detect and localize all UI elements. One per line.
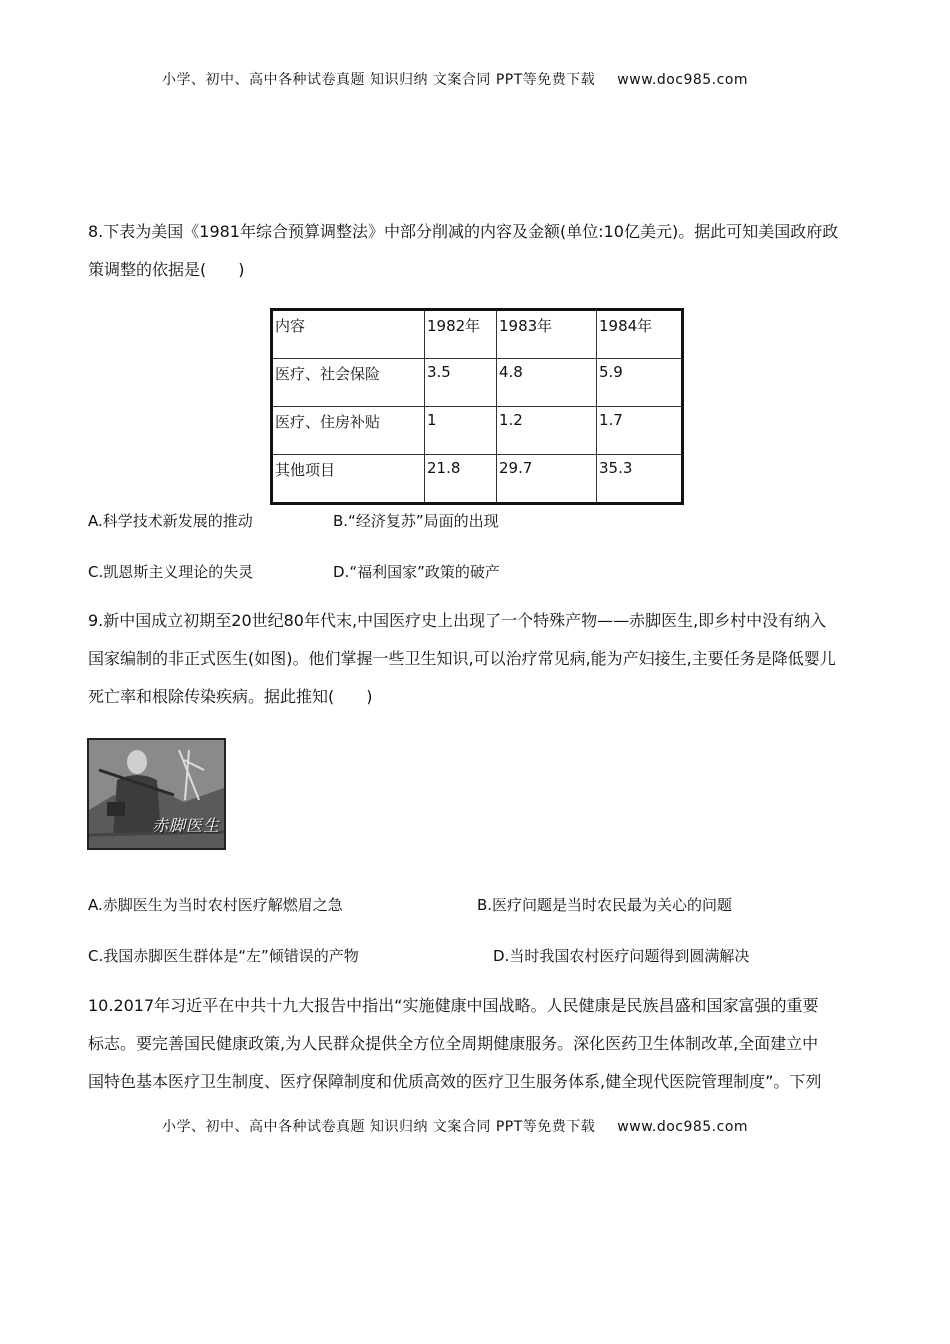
table-cell: 29.7 <box>497 455 597 504</box>
header-url[interactable]: www.doc985.com <box>617 72 749 88</box>
q9-stem-line2: 国家编制的非正式医生(如图)。他们掌握一些卫生知识,可以治疗常见病,能为产妇接生,主要任务是降低婴儿 <box>88 649 836 668</box>
table-header-cell: 1983年 <box>497 310 597 359</box>
table-cell: 医疗、住房补贴 <box>272 407 425 455</box>
table-cell: 1.7 <box>597 407 683 455</box>
table-cell: 4.8 <box>497 359 597 407</box>
table-cell: 21.8 <box>425 455 497 504</box>
q9-stem-line1: 9.新中国成立初期至20世纪80年代末,中国医疗史上出现了一个特殊产物——赤脚医生,即乡村中没有纳入 <box>88 611 827 630</box>
q8-option-a[interactable]: A.科学技术新发展的推动 <box>88 512 253 530</box>
barefoot-doctor-image <box>87 738 226 850</box>
q8-option-d[interactable]: D.“福利国家”政策的破产 <box>333 563 500 581</box>
footer-text: 小学、初中、高中各种试卷真题 知识归纳 文案合同 PPT等免费下载 <box>162 1119 596 1135</box>
q8-option-c[interactable]: C.凯恩斯主义理论的失灵 <box>88 563 254 581</box>
q9-stem-line3: 死亡率和根除传染疾病。据此推知( ) <box>88 687 373 706</box>
footer-url[interactable]: www.doc985.com <box>617 1119 749 1135</box>
table-row <box>272 359 683 407</box>
table-cell: 医疗、社会保险 <box>272 359 425 407</box>
q10-stem-line1: 10.2017年习近平在中共十九大报告中指出“实施健康中国战略。人民健康是民族昌盛和国家富强的重要 <box>88 996 819 1015</box>
header-text: 小学、初中、高中各种试卷真题 知识归纳 文案合同 PPT等免费下载 <box>162 72 596 88</box>
table-header-row <box>272 310 683 359</box>
q10-stem-line3: 国特色基本医疗卫生制度、医疗保障制度和优质高效的医疗卫生服务体系,健全现代医院管理制度”。下列 <box>88 1072 822 1091</box>
table-header-cell: 内容 <box>272 310 425 359</box>
table-header-cell: 1984年 <box>597 310 683 359</box>
table-row <box>272 407 683 455</box>
table-cell: 35.3 <box>597 455 683 504</box>
table-cell: 1 <box>425 407 497 455</box>
q9-option-b[interactable]: B.医疗问题是当时农民最为关心的问题 <box>477 896 733 914</box>
image-caption: 赤脚医生 <box>151 816 220 835</box>
table-header-cell: 1982年 <box>425 310 497 359</box>
table-cell: 5.9 <box>597 359 683 407</box>
q8-stem-line2: 策调整的依据是( ) <box>88 260 245 279</box>
table-cell: 1.2 <box>497 407 597 455</box>
page-footer <box>162 1116 748 1136</box>
q9-option-c[interactable]: C.我国赤脚医生群体是“左”倾错误的产物 <box>88 947 359 965</box>
table-cell: 其他项目 <box>272 455 425 504</box>
q9-option-a[interactable]: A.赤脚医生为当时农村医疗解燃眉之急 <box>88 896 343 914</box>
q8-option-b[interactable]: B.“经济复苏”局面的出现 <box>333 512 499 530</box>
q10-stem-line2: 标志。要完善国民健康政策,为人民群众提供全方位全周期健康服务。深化医药卫生体制改革,全面建立中 <box>88 1034 819 1053</box>
q8-stem-line1: 8.下表为美国《1981年综合预算调整法》中部分削减的内容及金额(单位:10亿美元)。据此可知美国政府政 <box>88 222 839 241</box>
table-row <box>272 455 683 504</box>
table-cell: 3.5 <box>425 359 497 407</box>
page-header <box>162 69 748 89</box>
q9-option-d[interactable]: D.当时我国农村医疗问题得到圆满解决 <box>493 947 750 965</box>
budget-table <box>270 308 684 505</box>
